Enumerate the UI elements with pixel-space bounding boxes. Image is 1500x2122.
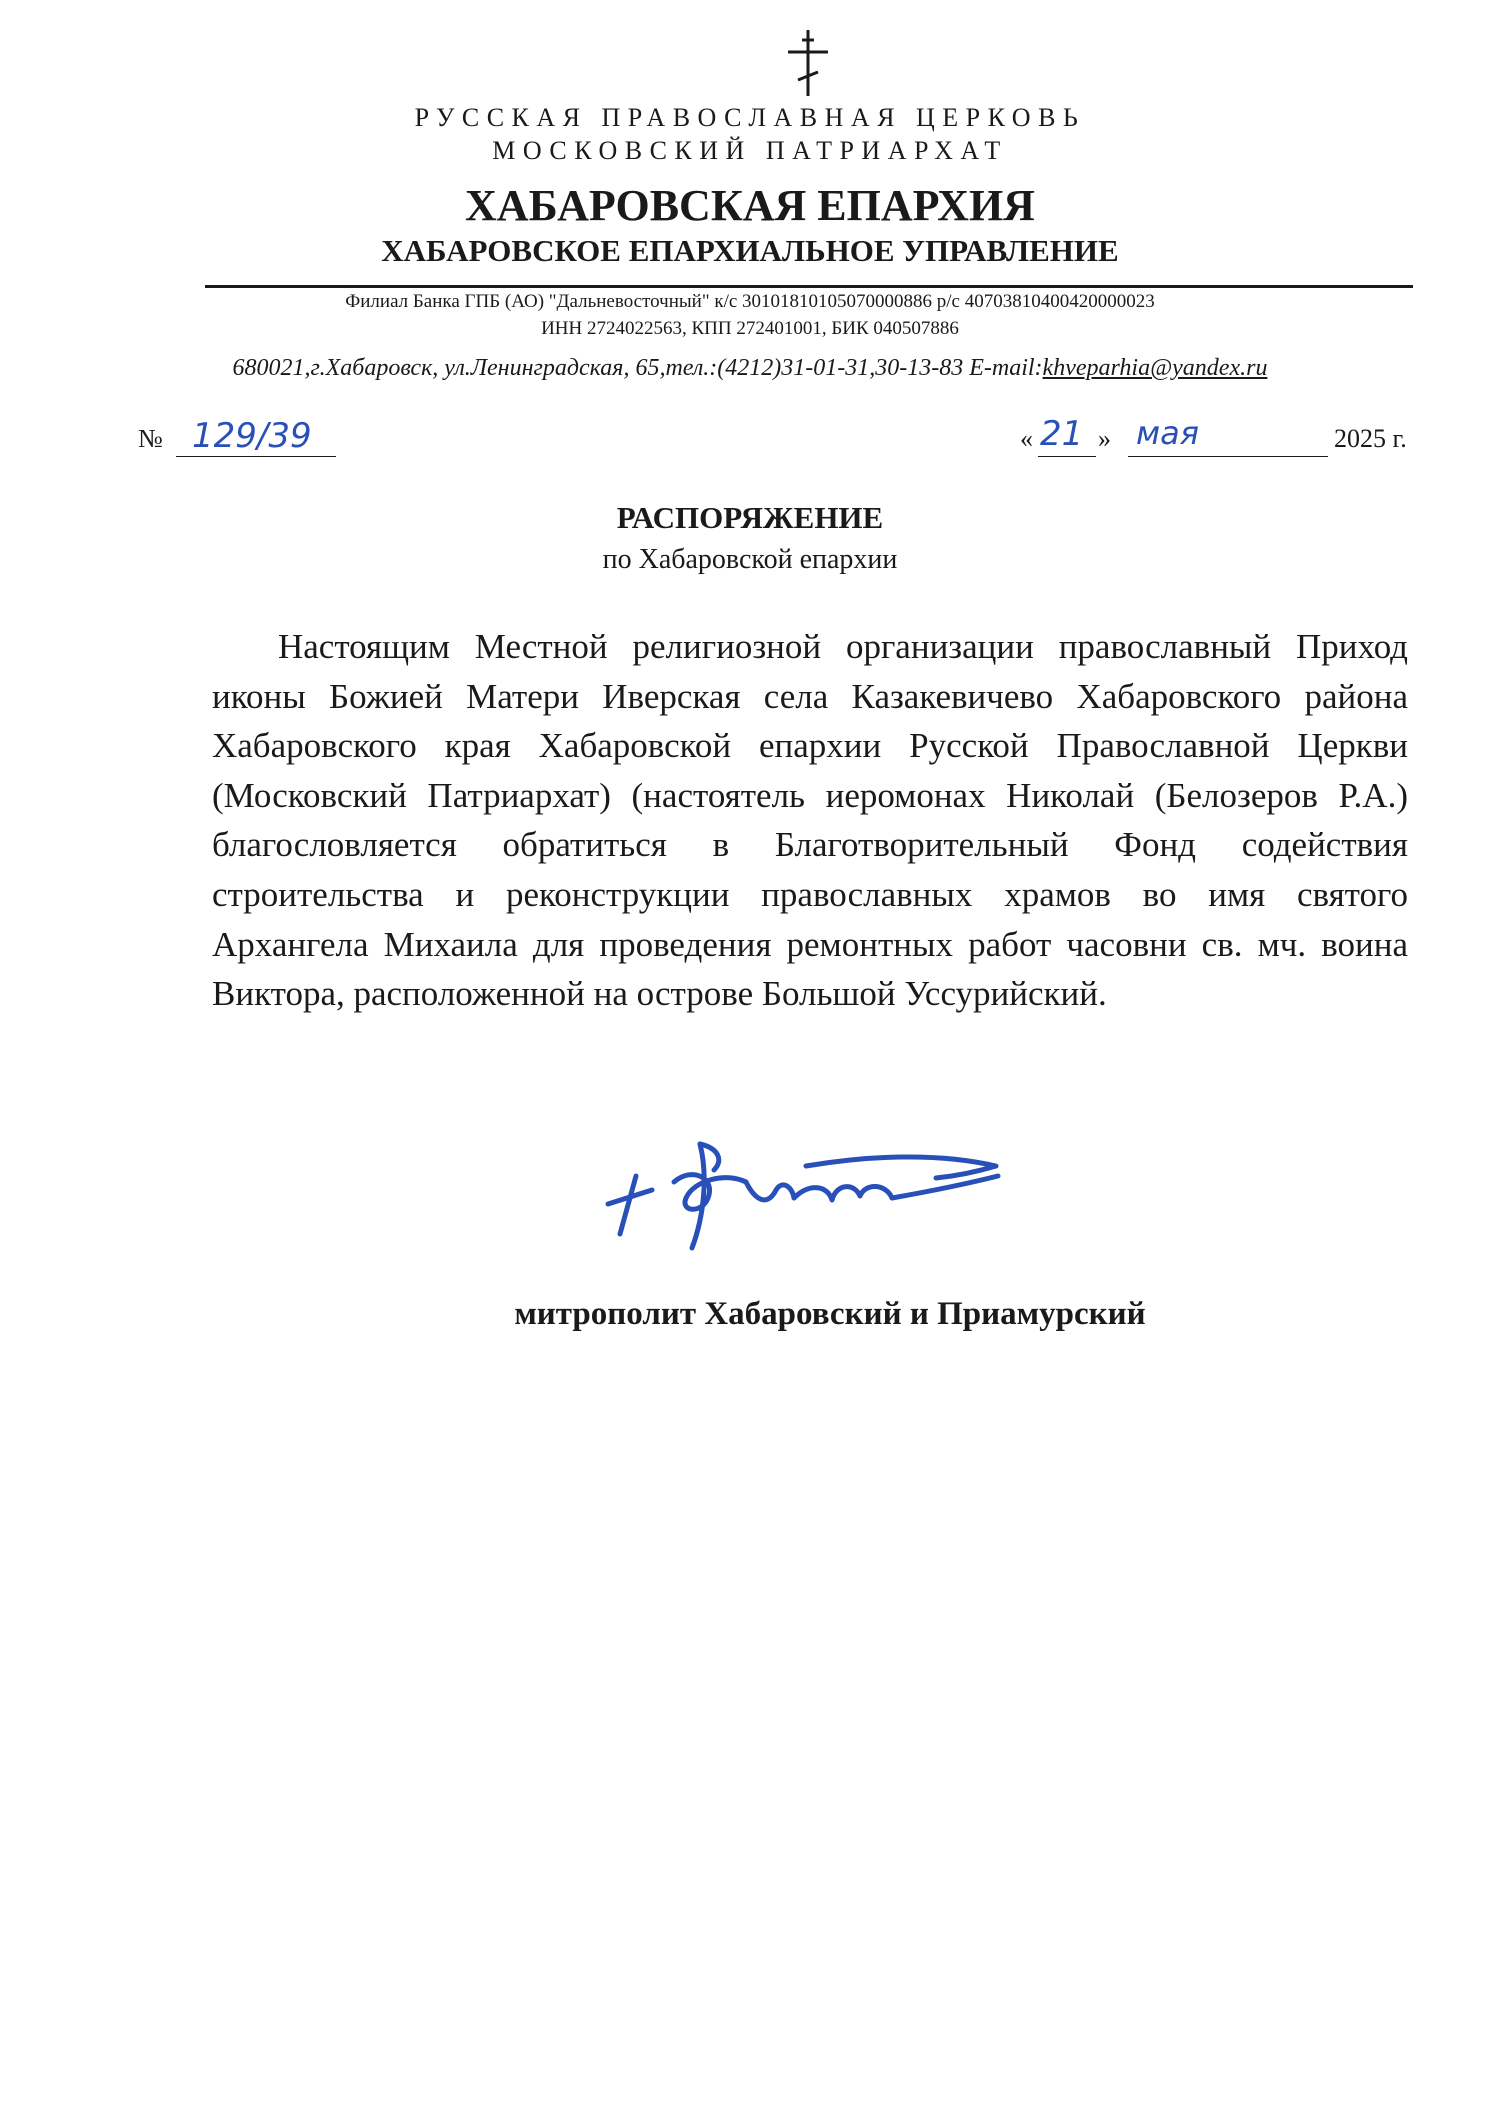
contact-address bbox=[0, 355, 1500, 382]
document-number: 129/39 bbox=[192, 416, 312, 456]
date-year: 2025 г. bbox=[1334, 424, 1407, 453]
date-month-line bbox=[1128, 456, 1328, 457]
handwritten-signature bbox=[596, 1126, 1016, 1256]
signer-title: митрополит Хабаровский и Приамурский bbox=[514, 1296, 1146, 1332]
bank-details: Филиал Банка ГПБ (АО) "Дальневосточный" к/с 30101810105070000886 р/с 40703810400420000023 bbox=[345, 291, 1155, 312]
header-divider bbox=[205, 285, 1413, 288]
document-number-line bbox=[176, 456, 336, 457]
email-link[interactable]: khveparhia@yandex.ru bbox=[1042, 355, 1268, 381]
document-title: РАСПОРЯЖЕНИЕ bbox=[616, 500, 884, 535]
order-body: Настоящим Местной религиозной организации православный Приход иконы Божией Матери Иверская села Казакевичево Хабаровского района Хабаровского края Хабаровской епархии Русской Православной Церкви (Московский Патриархат) (настоятель иеромонах Николай (Белозеров Р.А.) благословляется обратиться в Благотворительный Фонд содействия строительства и реконструкции православных храмов во имя святого Архангела Михаила для проведения ремонтных работ часовни св. мч. воина Виктора, расположенной на острове Большой Уссурийский. bbox=[212, 627, 1408, 1014]
address-text: 680021,г.Хабаровск, ул.Ленинградская, 65,тел.:(4212)31-01-31,30-13-83 E-mail: bbox=[232, 355, 1043, 381]
orthodox-cross-icon bbox=[780, 28, 836, 98]
patriarchate-name: МОСКОВСКИЙ ПАТРИАРХАТ bbox=[492, 136, 1008, 165]
date-quote-open: « bbox=[1020, 424, 1033, 453]
date-quote-close: » bbox=[1098, 424, 1111, 453]
church-name: РУССКАЯ ПРАВОСЛАВНАЯ ЦЕРКОВЬ bbox=[414, 103, 1086, 132]
document-subtitle: по Хабаровской епархии bbox=[602, 544, 898, 575]
date-day: 21 bbox=[1040, 414, 1084, 454]
eparchy-name: ХАБАРОВСКАЯ ЕПАРХИЯ bbox=[465, 181, 1035, 230]
date-day-line bbox=[1038, 456, 1096, 457]
tax-details: ИНН 2724022563, КПП 272401001, БИК 040507886 bbox=[541, 318, 959, 339]
document-number-label: № bbox=[138, 424, 163, 453]
administration-name: ХАБАРОВСКОЕ ЕПАРХИАЛЬНОЕ УПРАВЛЕНИЕ bbox=[381, 233, 1119, 268]
date-month: мая bbox=[1136, 414, 1199, 452]
